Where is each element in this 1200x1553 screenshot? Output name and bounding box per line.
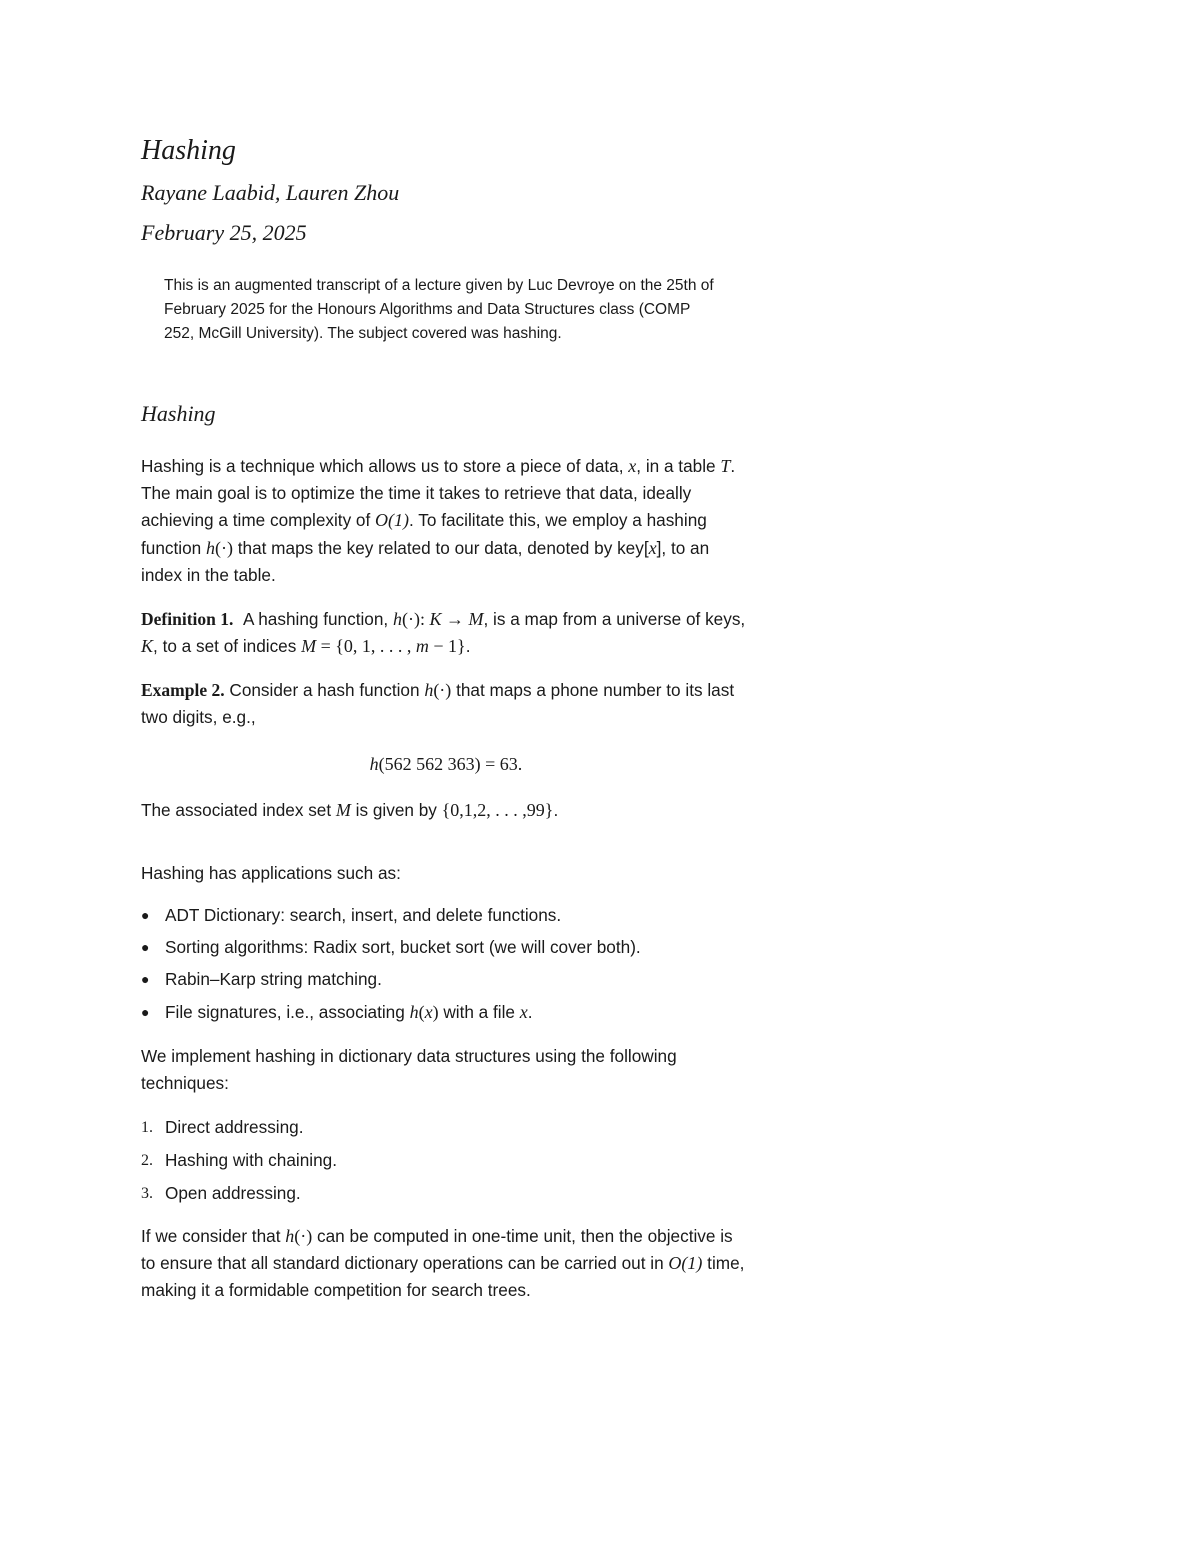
definition-text-2: , is a map from a universe of keys, bbox=[483, 609, 746, 629]
list-item-text: File signatures, i.e., associating bbox=[165, 1001, 410, 1022]
list-number: 3. bbox=[141, 1185, 153, 1203]
list-item-text: Hashing with chaining. bbox=[165, 1150, 337, 1171]
math-index-set: {0,1,2, . . . ,99} bbox=[441, 800, 554, 820]
list-item bbox=[141, 1114, 751, 1141]
definition-label: Definition 1. bbox=[141, 609, 234, 629]
example-conclusion bbox=[141, 797, 751, 824]
intro-text-6: , to an index in the table. bbox=[141, 537, 710, 585]
applications-intro: Hashing has applications such as: bbox=[141, 863, 401, 883]
closing-paragraph bbox=[141, 1223, 751, 1305]
math-h: h bbox=[424, 680, 434, 700]
math-set-open: = {0, 1, . . . , bbox=[316, 636, 416, 657]
equation-rest: (562 562 363) = 63. bbox=[378, 754, 523, 774]
list-item-period: . bbox=[527, 1001, 533, 1022]
math-key-close: ] bbox=[656, 537, 662, 558]
list-item bbox=[141, 934, 751, 961]
list-item bbox=[141, 1147, 751, 1174]
closing-text-3: time, making it a formidable competition for search trees. bbox=[141, 1253, 745, 1301]
definition-period: . bbox=[465, 636, 471, 657]
date: February 25, 2025 bbox=[141, 220, 307, 245]
math-hdot: (·) bbox=[433, 680, 452, 700]
math-h: h bbox=[409, 1001, 419, 1022]
math-h: h bbox=[285, 1226, 295, 1246]
math-hdot: (·) bbox=[294, 1226, 313, 1246]
math-m: m bbox=[415, 636, 429, 657]
closing-text-2: can be computed in one-time unit, then the objective is to ensure that all standard dictionary operations can be carried out in bbox=[141, 1226, 733, 1274]
list-number: 2. bbox=[141, 1152, 153, 1170]
bullet-icon: ● bbox=[141, 939, 150, 956]
math-K2: K bbox=[141, 636, 154, 657]
math-x: x bbox=[628, 456, 637, 476]
intro-text-3: . The main goal is to optimize the time it takes to retrieve that data, ideally achieving a time complexity of bbox=[141, 456, 736, 531]
definition-text-1: A hashing function, bbox=[242, 609, 393, 629]
math-M: M bbox=[468, 609, 484, 629]
intro-text-1: Hashing is a technique which allows us to store a piece of data, bbox=[141, 456, 629, 476]
math-h: h bbox=[369, 754, 379, 774]
closing-text-1: If we consider that bbox=[141, 1226, 286, 1246]
intro-text-5: that maps the key related to our data, denoted by bbox=[232, 537, 618, 558]
list-item-text: Direct addressing. bbox=[165, 1117, 304, 1137]
example-label: Example 2. bbox=[141, 680, 225, 700]
math-h: h bbox=[205, 537, 215, 558]
math-O1: O(1) bbox=[668, 1253, 703, 1274]
list-item-text: ADT Dictionary: search, insert, and delete functions. bbox=[165, 905, 562, 925]
math-set-close: − 1} bbox=[428, 636, 466, 657]
example-text-4: is given by bbox=[350, 800, 442, 820]
math-hdot: (·) bbox=[214, 537, 233, 558]
intro-text-4: . To facilitate this, we employ a hashing function bbox=[141, 510, 707, 558]
math-paren-open: ( bbox=[418, 1001, 425, 1022]
example-text-3: The associated index set bbox=[141, 800, 336, 820]
list-item bbox=[141, 966, 751, 993]
intro-paragraph bbox=[141, 453, 751, 589]
applications-list bbox=[141, 902, 751, 1026]
example-text-1: Consider a hash function bbox=[224, 680, 425, 700]
math-x2: x bbox=[519, 1001, 528, 1022]
example-text-5: . bbox=[553, 800, 559, 820]
math-O1: O(1) bbox=[375, 510, 410, 531]
section-title: Hashing bbox=[141, 401, 216, 426]
example-text-2: that maps a phone number to its last two digits, e.g., bbox=[141, 680, 735, 728]
paper-title: Hashing bbox=[141, 135, 236, 166]
math-key: key[ bbox=[617, 537, 649, 558]
example-equation bbox=[141, 751, 751, 778]
list-number: 1. bbox=[141, 1119, 153, 1136]
list-item-text: Rabin–Karp string matching. bbox=[165, 969, 382, 990]
abstract: This is an augmented transcript of a lecture given by Luc Devroye on the 25th of February 2025 for the Honours Algorithms and Data Structures class (COMP 252, McGill University). The subject covered was hashing. bbox=[164, 277, 714, 342]
intro-text-2: , in a table bbox=[636, 456, 721, 476]
list-item-text: Open addressing. bbox=[165, 1183, 301, 1204]
definition-text-3: , to a set of indices bbox=[153, 636, 302, 657]
math-h: h bbox=[392, 609, 402, 629]
authors: Rayane Laabid, Lauren Zhou bbox=[141, 180, 400, 205]
list-item bbox=[141, 1180, 751, 1207]
techniques-list bbox=[141, 1114, 751, 1208]
list-item bbox=[141, 902, 751, 929]
math-M: M bbox=[335, 800, 351, 820]
definition-block bbox=[141, 606, 751, 660]
math-M2: M bbox=[301, 636, 317, 657]
math-paren-close: ) bbox=[432, 1001, 439, 1022]
list-item bbox=[141, 999, 751, 1026]
example-block bbox=[141, 677, 751, 731]
math-K: K bbox=[429, 609, 442, 629]
math-arrow: → bbox=[441, 609, 469, 629]
math-x2: x bbox=[648, 537, 657, 558]
list-item-text: with a file bbox=[438, 1001, 520, 1022]
techniques-intro: We implement hashing in dictionary data structures using the following techniques: bbox=[141, 1046, 677, 1094]
list-item-text: Sorting algorithms: Radix sort, bucket sort (we will cover both). bbox=[165, 937, 641, 958]
bullet-icon: ● bbox=[141, 1003, 150, 1020]
bullet-icon: ● bbox=[141, 971, 150, 988]
math-T: T bbox=[720, 456, 731, 476]
bullet-icon: ● bbox=[141, 907, 150, 923]
math-hdot: (·): bbox=[401, 609, 430, 629]
math-x: x bbox=[424, 1001, 433, 1022]
